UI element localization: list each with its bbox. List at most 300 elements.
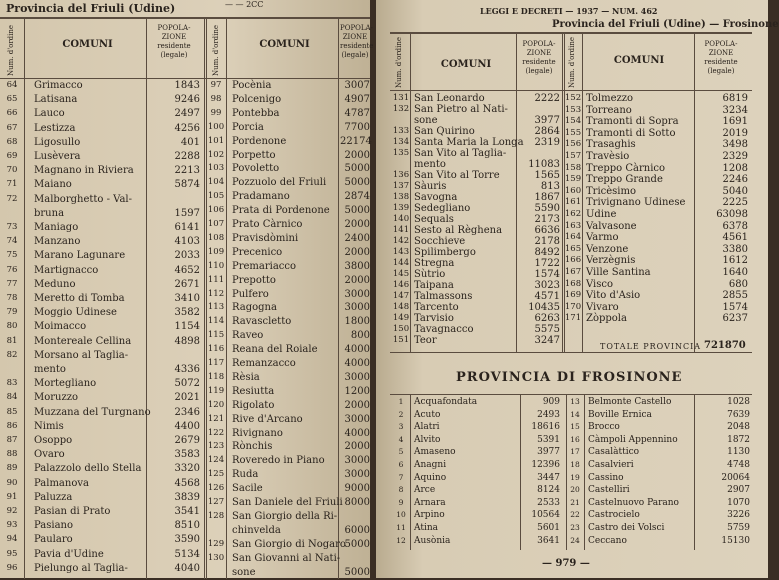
- comune-name: Reana del Roiale: [232, 344, 340, 355]
- table-row: [566, 397, 752, 410]
- table-row: [0, 378, 205, 392]
- comune-name: Lestizza: [34, 123, 146, 134]
- population-value: 22174: [340, 136, 370, 147]
- table-row: [390, 137, 564, 148]
- population-value: 3447: [516, 473, 560, 483]
- population-value: 3977: [516, 115, 560, 126]
- row-number: 167: [564, 267, 582, 277]
- row-number: 10: [392, 510, 410, 519]
- table-row: [206, 261, 370, 275]
- table-row: [564, 174, 752, 186]
- table-row: [390, 313, 564, 324]
- row-number: 23: [566, 523, 584, 532]
- comune-name: mento: [414, 159, 516, 170]
- row-number: 120: [206, 400, 226, 410]
- population-value: 1200: [340, 386, 370, 397]
- row-number: 2: [392, 410, 410, 419]
- comune-name: San Giorgio di Nogaro: [232, 539, 340, 550]
- population-value: 1800: [340, 316, 370, 327]
- table-row: [390, 214, 564, 225]
- population-value: 2222: [516, 93, 560, 104]
- running-head: Provincia del Friuli (Udine): [6, 2, 175, 15]
- comune-name: Raveo: [232, 330, 340, 341]
- table-row: [390, 258, 564, 269]
- comune-name: Pasian di Prato: [34, 506, 146, 517]
- population-value: 1574: [694, 302, 748, 313]
- population-value: 5000: [340, 163, 370, 174]
- table-row: [206, 525, 370, 539]
- comune-name: Torreano: [586, 105, 694, 116]
- comune-name: Alatri: [414, 422, 518, 432]
- population-value: 4652: [148, 265, 200, 276]
- population-value: 2019: [694, 128, 748, 139]
- comune-name: Lauco: [34, 108, 146, 119]
- row-number: 133: [392, 126, 410, 136]
- population-value: 3226: [696, 510, 750, 520]
- population-value: 3000: [340, 455, 370, 466]
- comune-name: Lusèvera: [34, 151, 146, 162]
- comune-name: Atina: [414, 523, 518, 533]
- row-number: 163: [564, 221, 582, 231]
- population-value: 3583: [148, 449, 200, 460]
- row-number: 7: [392, 473, 410, 482]
- population-value: 1867: [516, 192, 560, 203]
- table-row: [390, 422, 566, 435]
- row-number: 117: [206, 358, 226, 368]
- population-value: 3023: [516, 280, 560, 291]
- row-number: 17: [566, 447, 584, 456]
- comune-name: San Daniele del Friuli: [232, 497, 340, 508]
- comune-name: Visco: [586, 279, 694, 290]
- comune-name: Martignacco: [34, 265, 146, 276]
- table-row: [206, 469, 370, 483]
- row-number: 77: [2, 279, 22, 289]
- row-number: 85: [2, 407, 22, 417]
- table-row: [390, 536, 566, 549]
- row-number: 158: [564, 163, 582, 173]
- comune-name: Pasiano: [34, 520, 146, 531]
- population-value: 2048: [696, 422, 750, 432]
- table-row: [0, 449, 205, 463]
- comune-name: chinvelda: [232, 525, 340, 536]
- population-value: 1208: [694, 163, 748, 174]
- population-value: 2213: [148, 165, 200, 176]
- row-number: 126: [206, 483, 226, 493]
- population-value: 15130: [696, 536, 750, 546]
- population-value: 3000: [340, 302, 370, 313]
- population-value: 63098: [694, 209, 748, 220]
- comune-name: Malborghetto - Val-: [34, 194, 146, 205]
- comune-name: Acuto: [414, 410, 518, 420]
- population-value: 4336: [148, 364, 200, 375]
- comune-name: Aquino: [414, 473, 518, 483]
- table-row: [206, 330, 370, 344]
- row-number: 1: [392, 397, 410, 406]
- table-row: [564, 116, 752, 128]
- row-number: 130: [206, 553, 226, 563]
- comune-name: Pielungo al Taglia-: [34, 563, 146, 574]
- comune-name: Morsano al Taglia-: [34, 350, 146, 361]
- row-number: 86: [2, 421, 22, 431]
- population-value: 2864: [516, 126, 560, 137]
- row-number: 135: [392, 148, 410, 158]
- comune-name: San Giovanni al Nati-: [232, 553, 340, 564]
- table-row: [206, 567, 370, 580]
- table-row: [206, 483, 370, 497]
- running-subhead: Provincia del Friuli (Udine) — Frosinone: [552, 19, 779, 30]
- population-value: 4103: [148, 236, 200, 247]
- row-number: 65: [2, 94, 22, 104]
- row-number: 170: [564, 302, 582, 312]
- table-row: [566, 536, 752, 549]
- comune-name: Ville Santina: [586, 267, 694, 278]
- row-number: 69: [2, 151, 22, 161]
- row-number: 137: [392, 181, 410, 191]
- table-row: [0, 208, 205, 222]
- table-row: [390, 498, 566, 511]
- population-value: 20064: [696, 473, 750, 483]
- row-number: 94: [2, 534, 22, 544]
- comune-name: Meretto di Tomba: [34, 293, 146, 304]
- table-row: [390, 225, 564, 236]
- row-number: 96: [2, 563, 22, 573]
- comune-name: Porpetto: [232, 150, 340, 161]
- row-number: 131: [392, 93, 410, 103]
- population-value: 5874: [148, 179, 200, 190]
- comune-name: Precenico: [232, 247, 340, 258]
- table-row: [564, 302, 752, 314]
- comune-name: Rèsia: [232, 372, 340, 383]
- row-number: 98: [206, 94, 226, 104]
- row-number: 121: [206, 414, 226, 424]
- population-value: 3977: [516, 447, 560, 457]
- table-row: [206, 302, 370, 316]
- table-row: [0, 194, 205, 208]
- population-value: 2288: [148, 151, 200, 162]
- row-number: 67: [2, 123, 22, 133]
- comune-name: Udine: [586, 209, 694, 220]
- comune-name: Mortegliano: [34, 378, 146, 389]
- population-value: 2225: [694, 197, 748, 208]
- comune-name: Treppo Càrnico: [586, 163, 694, 174]
- table-row: [390, 473, 566, 486]
- row-number: 11: [392, 523, 410, 532]
- population-value: 2000: [340, 247, 370, 258]
- comune-name: Tramonti di Sotto: [586, 128, 694, 139]
- comune-name: Marano Lagunare: [34, 250, 146, 261]
- comune-name: Pradamano: [232, 191, 340, 202]
- table-row: [0, 563, 205, 577]
- population-value: 3541: [148, 506, 200, 517]
- row-number: 153: [564, 105, 582, 115]
- table-row: [206, 344, 370, 358]
- comune-name: Osoppo: [34, 435, 146, 446]
- comune-name: Remanzacco: [232, 358, 340, 369]
- table-row: [0, 492, 205, 506]
- comune-name: Spilimbergo: [414, 247, 516, 258]
- population-value: 5134: [148, 549, 200, 560]
- table-row: [0, 435, 205, 449]
- table-row: [390, 280, 564, 291]
- comune-name: Tolmezzo: [586, 93, 694, 104]
- table-row: [564, 255, 752, 267]
- population-value: 6378: [694, 221, 748, 232]
- row-number: 136: [392, 170, 410, 180]
- comune-name: Teor: [414, 335, 516, 346]
- row-number: 154: [564, 116, 582, 126]
- table-row: [564, 221, 752, 233]
- population-value: 1691: [694, 116, 748, 127]
- row-number: 148: [392, 302, 410, 312]
- population-value: 8510: [148, 520, 200, 531]
- comune-name: Venzone: [586, 244, 694, 255]
- table-row: [564, 151, 752, 163]
- comune-name: Palmanova: [34, 478, 146, 489]
- population-value: 5000: [340, 539, 370, 550]
- row-number: 9: [392, 498, 410, 507]
- population-value: 2319: [516, 137, 560, 148]
- comune-name: Arpino: [414, 510, 518, 520]
- population-value: 2497: [148, 108, 200, 119]
- population-value: 4898: [148, 336, 200, 347]
- table-row: [564, 267, 752, 279]
- population-value: 4571: [516, 291, 560, 302]
- table-row: [206, 316, 370, 330]
- row-number: 113: [206, 302, 226, 312]
- table-row: [0, 506, 205, 520]
- population-value: 6141: [148, 222, 200, 233]
- comune-name: Ovaro: [34, 449, 146, 460]
- table-row: [0, 108, 205, 122]
- comune-name: Pontebba: [232, 108, 340, 119]
- population-value: 5000: [340, 177, 370, 188]
- table-row: [390, 126, 564, 137]
- comune-name: Pocènia: [232, 80, 340, 91]
- table-row: [566, 410, 752, 423]
- comune-name: Ceccano: [588, 536, 694, 546]
- row-number: 101: [206, 136, 226, 146]
- table-row: [390, 159, 564, 170]
- population-value: 2000: [340, 219, 370, 230]
- row-number: 70: [2, 165, 22, 175]
- table-row: [566, 485, 752, 498]
- row-number: 18: [566, 460, 584, 469]
- table-row: [0, 350, 205, 364]
- row-number: 114: [206, 316, 226, 326]
- comune-name: San Vito al Torre: [414, 170, 516, 181]
- comune-name: Resiutta: [232, 386, 340, 397]
- row-number: 91: [2, 492, 22, 502]
- comune-name: Sequals: [414, 214, 516, 225]
- table-row: [206, 177, 370, 191]
- population-value: 5072: [148, 378, 200, 389]
- table-row: [206, 539, 370, 553]
- population-value: 3247: [516, 335, 560, 346]
- comune-name: Povoletto: [232, 163, 340, 174]
- row-number: 64: [2, 80, 22, 90]
- population-value: 18616: [516, 422, 560, 432]
- comune-name: Tavagnacco: [414, 324, 516, 335]
- table-row: [390, 523, 566, 536]
- population-value: 1154: [148, 321, 200, 332]
- row-number: 5: [392, 447, 410, 456]
- row-number: 156: [564, 139, 582, 149]
- table-row: [206, 455, 370, 469]
- comune-name: Anagni: [414, 460, 518, 470]
- population-value: 4400: [148, 421, 200, 432]
- table-row: [206, 553, 370, 567]
- population-value: 3498: [694, 139, 748, 150]
- table-row: [206, 108, 370, 122]
- population-value: 3007: [340, 80, 370, 91]
- comune-name: Tarvisio: [414, 313, 516, 324]
- row-number: 22: [566, 510, 584, 519]
- left-column-1: [0, 80, 205, 578]
- row-number: 165: [564, 244, 582, 254]
- table-row: [564, 244, 752, 256]
- comune-name: San Pietro al Nati-: [414, 104, 516, 115]
- population-value: 2000: [340, 275, 370, 286]
- population-value: 5000: [340, 567, 370, 578]
- population-value: 1597: [148, 208, 200, 219]
- table-row: [564, 232, 752, 244]
- population-value: 4748: [696, 460, 750, 470]
- comune-name: San Giorgio della Ri-: [232, 511, 340, 522]
- row-number: 73: [2, 222, 22, 232]
- header-popolazione-2: POPOLA-ZIONE residente (legale): [696, 40, 746, 76]
- population-value: 1872: [696, 435, 750, 445]
- comune-name: San Vito al Taglia-: [414, 148, 516, 159]
- population-value: 3380: [694, 244, 748, 255]
- table-row: [206, 191, 370, 205]
- table-row: [564, 105, 752, 117]
- table-row: [390, 460, 566, 473]
- table-row: [0, 421, 205, 435]
- table-row: [0, 336, 205, 350]
- table-row: [0, 80, 205, 94]
- row-number: 66: [2, 108, 22, 118]
- row-number: 99: [206, 108, 226, 118]
- row-number: 75: [2, 250, 22, 260]
- table-row: [390, 435, 566, 448]
- comune-name: Magnano in Riviera: [34, 165, 146, 176]
- table-row: [206, 289, 370, 303]
- row-number: 100: [206, 122, 226, 132]
- row-number: 161: [564, 197, 582, 207]
- comune-name: Sàuris: [414, 181, 516, 192]
- comune-name: Casalàttico: [588, 447, 694, 457]
- table-row: [0, 321, 205, 335]
- table-row: [390, 269, 564, 280]
- row-number: 129: [206, 539, 226, 549]
- table-row: [206, 205, 370, 219]
- header-comuni: COMUNI: [416, 60, 516, 69]
- row-number: 81: [2, 336, 22, 346]
- population-value: 3000: [340, 414, 370, 425]
- population-value: 9246: [148, 94, 200, 105]
- population-value: 5590: [516, 203, 560, 214]
- population-value: 4907: [340, 94, 370, 105]
- row-number: 109: [206, 247, 226, 257]
- comune-name: Càmpoli Appennino: [588, 435, 694, 445]
- table-row: [390, 170, 564, 181]
- row-number: 110: [206, 261, 226, 271]
- population-value: 5000: [340, 205, 370, 216]
- population-value: 3320: [148, 463, 200, 474]
- table-row: [206, 80, 370, 94]
- table-row: [0, 463, 205, 477]
- population-value: 2000: [340, 441, 370, 452]
- table-row: [564, 93, 752, 105]
- comune-name: Prata di Pordenone: [232, 205, 340, 216]
- population-value: 6000: [340, 525, 370, 536]
- population-value: 3590: [148, 534, 200, 545]
- comune-name: Roveredo in Piano: [232, 455, 340, 466]
- comune-name: Trivignano Udinese: [586, 197, 694, 208]
- comune-name: Paluzza: [34, 492, 146, 503]
- comune-name: Valvasone: [586, 221, 694, 232]
- table-row: [0, 123, 205, 137]
- table-row: [566, 422, 752, 435]
- table-row: [0, 520, 205, 534]
- table-row: [206, 233, 370, 247]
- table-row: [390, 335, 564, 346]
- population-value: 2329: [694, 151, 748, 162]
- population-value: 1640: [694, 267, 748, 278]
- header-popolazione-2: POPOLA-ZIONE residente (legale): [340, 24, 370, 60]
- table-row: [564, 290, 752, 302]
- section-rule: [390, 394, 752, 395]
- table-row: [566, 498, 752, 511]
- population-value: 4000: [340, 428, 370, 439]
- table-row: [0, 392, 205, 406]
- table-row: [390, 115, 564, 126]
- comune-name: Moruzzo: [34, 392, 146, 403]
- comune-name: sone: [232, 567, 340, 578]
- comune-name: Sedegliano: [414, 203, 516, 214]
- row-number: 141: [392, 225, 410, 235]
- table-row: [0, 236, 205, 250]
- row-number: 157: [564, 151, 582, 161]
- population-value: 2679: [148, 435, 200, 446]
- comune-name: Rigolato: [232, 400, 340, 411]
- population-value: 6819: [694, 93, 748, 104]
- row-number: 146: [392, 280, 410, 290]
- table-row: [390, 247, 564, 258]
- population-value: 2173: [516, 214, 560, 225]
- row-number: 171: [564, 313, 582, 323]
- comune-name: Talmassons: [414, 291, 516, 302]
- comune-name: Maniago: [34, 222, 146, 233]
- population-value: 3000: [340, 372, 370, 383]
- row-number: 134: [392, 137, 410, 147]
- comune-name: Varmo: [586, 232, 694, 243]
- table-row: [0, 179, 205, 193]
- row-number: 124: [206, 455, 226, 465]
- table-row: [206, 386, 370, 400]
- comune-name: Trasaghis: [586, 139, 694, 150]
- comune-name: Verzègnis: [586, 255, 694, 266]
- table-row: [0, 307, 205, 321]
- population-value: 5601: [516, 523, 560, 533]
- table-row: [390, 236, 564, 247]
- row-number: 102: [206, 150, 226, 160]
- population-value: 1130: [696, 447, 750, 457]
- row-number: 138: [392, 192, 410, 202]
- comune-name: Moimacco: [34, 321, 146, 332]
- population-value: 2000: [340, 150, 370, 161]
- population-value: 3839: [148, 492, 200, 503]
